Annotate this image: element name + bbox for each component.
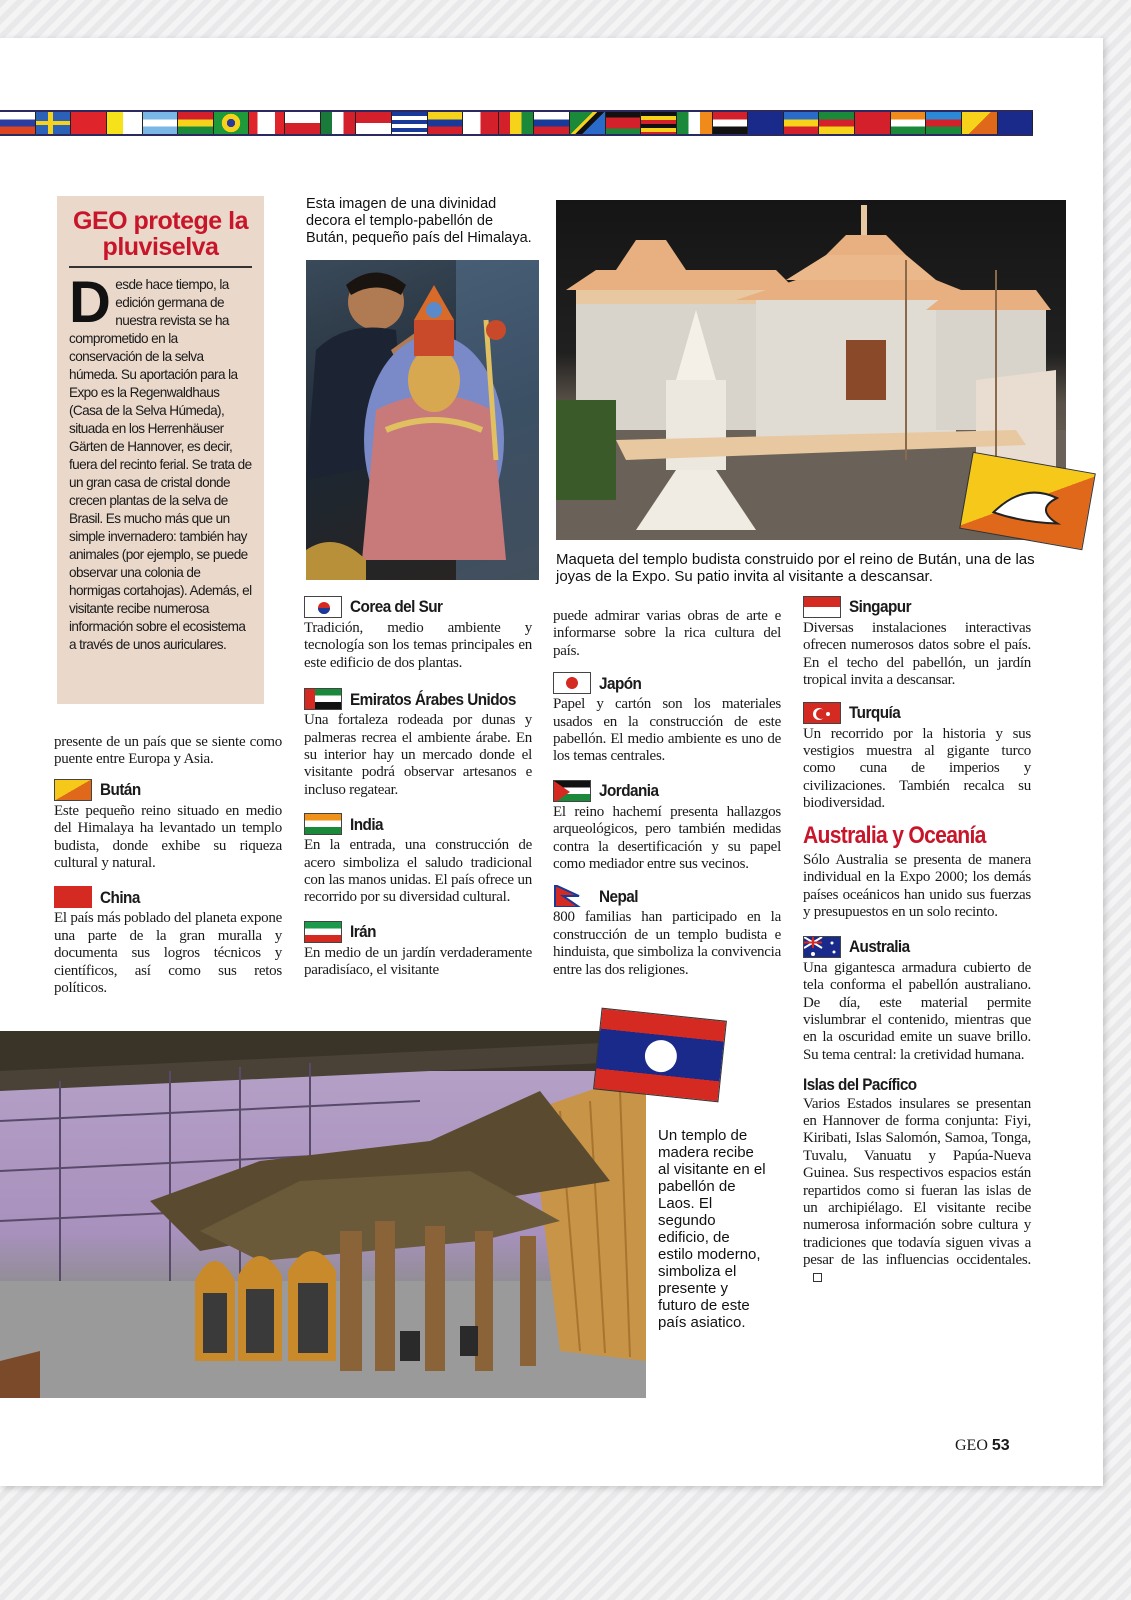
china-flag-icon (54, 886, 92, 908)
laos-flag-overlay (593, 1008, 727, 1103)
geo-rainforest-box (57, 196, 264, 704)
section-header-jordania: Jordania (553, 780, 781, 802)
laos-pavilion-render (0, 1031, 646, 1398)
geo-box-title: GEO protege la pluviselva (73, 207, 248, 261)
iran-flag-icon (304, 921, 342, 943)
section-header-japon: Japón (553, 672, 781, 694)
section-text-turquia: Un recorrido por la historia y sus vestigios muestra al gigante turco como cuna de imperios y civilizaciones. También recalca su biodiversidad. (803, 725, 1031, 812)
bhutan-flag-icon (54, 779, 92, 801)
column-1-intro: presente de un país que se siente como puente entre Europa y Asia. (54, 734, 282, 768)
section-header-singapur: Singapur (803, 596, 1031, 618)
australia-flag-icon (803, 936, 841, 958)
section-text-pacifico: Varios Estados insulares se presentan en Hannover de forma conjunta: Fiyi, Kiribati, Islas Salomón, Samoa, Tonga, Tuvalu, Vanuatu y Papúa-Nueva Guinea. Sus respectivos espacios están repartidos como si fueran las islas de un archipiélago. El visitante recibe numerosa información sobre cultura y tradiciones que todavía siguen vivas a pesar de las influencias occidentales. (803, 1096, 1031, 1287)
japan-flag-icon (553, 672, 591, 694)
section-text-butan: Este pequeño reino situado en medio del Himalaya ha levantado un templo budista, donde exhibe su riqueza cultural y natural. (54, 802, 282, 872)
turkey-flag-icon (803, 702, 841, 724)
section-header-australia: Australia (803, 936, 1031, 958)
nepal-flag-icon (553, 885, 591, 907)
section-header-butan: Bután (54, 779, 282, 801)
column-1 (54, 734, 282, 997)
flag-strip (0, 110, 1033, 136)
region-heading: Australia y Oceanía (803, 821, 986, 849)
region-intro: Sólo Australia se presenta de manera individual en la Expo 2000; los demás países oceánicos han unido sus fuerzas y presupuestos en un solo recinto. (803, 852, 1031, 921)
section-text-japon: Papel y cartón son los materiales usados en la construcción de este pabellón. El medio ambiente es uno de los temas centrales. (553, 696, 781, 765)
deity-photo (306, 260, 539, 580)
section-header-china: China (54, 886, 282, 908)
section-header-pacifico: Islas del Pacífico (803, 1075, 917, 1095)
section-text-china: El país más poblado del planeta expone una parte de la gran muralla y documenta sus logros técnicos y científicos, así como sus retos políticos. (54, 910, 282, 997)
column-3 (553, 608, 781, 979)
section-text-australia: Una gigantesca armadura cubierto de tela conforma el pabellón australiano. De día, este material permite vislumbrar el contenido, mientras que en la oscuridad emite un suave brillo. Su tema central: la cretividad humana. (803, 959, 1031, 1063)
column-4 (803, 596, 1031, 1287)
india-flag-icon (304, 813, 342, 835)
deity-caption: Esta imagen de una divinidad decora el templo-pabellón de Bután, pequeño país del Himalaya. (306, 196, 532, 246)
section-header-iran: Irán (304, 921, 532, 943)
section-header-corea: Corea del Sur (304, 596, 532, 618)
laos-caption: Un templo de madera recibe al visitante en el pabellón de Laos. El segundo edificio, de estilo moderno, simboliza el presente y futuro de este país asiatico. (658, 1127, 766, 1331)
section-text-emiratos: Una fortaleza rodeada por dunas y palmeras recrea el ambiente árabe. En su interior hay un mercado donde el visitante podrá observar artesanos e incluso regatear. (304, 712, 532, 798)
singapore-flag-icon (803, 596, 841, 618)
section-text-iran: En medio de un jardín verdaderamente paradisíaco, el visitante (304, 944, 532, 979)
section-text-india: En la entrada, una construcción de acero simboliza el saludo tradicional con las manos unidas. El país ofrece un recorrido por su diversidad cultural. (304, 837, 532, 906)
drop-cap: D (69, 270, 111, 335)
jordan-flag-icon (553, 780, 591, 802)
geo-box-rule (69, 266, 252, 268)
section-text-corea: Tradición, medio ambiente y tecnología son los temas principales en este edificio de dos plantas. (304, 620, 532, 671)
section-text-singapur: Diversas instalaciones interactivas ofrecen numerosos datos sobre el país. En el techo del pabellón, un jardín tropical invita a descansar. (803, 620, 1031, 689)
section-header-emiratos: Emiratos Árabes Unidos (304, 688, 532, 710)
temple-model-caption: Maqueta del templo budista construido por el reino de Bután, una de las joyas de la Expo. Su patio invita al visitante a descansar. (556, 551, 1035, 585)
column-3-intro: puede admirar varias obras de arte e informarse sobre la rica cultura del país. (553, 608, 781, 659)
geo-box-body: Desde hace tiempo, la edición germana de nuestra revista se ha comprometido en la conservación de la selva húmeda. Su aportación para la Expo es la Regenwaldhaus (Casa de la Selva Húmeda), situada en los Herrenhäuser Gärten de Hannover, es decir, fuera del recinto ferial. Se trata de un gran casa de cristal donde crecen plantas de la selva de Brasil. Es mucho más que un simple invernadero: también hay animales (por ejemplo, se puede observar una colonia de hormigas cortahojas). Además, el visitante recibe numerosa información sobre el ecosistema a través de unos auriculares. (69, 270, 252, 652)
section-text-nepal: 800 familias han participado en la construcción de un templo budista e hinduista, que simboliza la convivencia entre las dos religiones. (553, 909, 781, 978)
section-text-jordania: El reino hachemí presenta hallazgos arqueológicos, pero también medidas contra la desertificación y su papel como mediador entre sus vecinos. (553, 803, 781, 873)
section-header-turquia: Turquía (803, 702, 1031, 724)
south-korea-flag-icon (304, 596, 342, 618)
page-folio: GEO 53 (955, 1437, 1010, 1454)
column-2 (304, 596, 532, 980)
section-header-india: India (304, 813, 532, 835)
section-header-nepal: Nepal (553, 885, 781, 907)
uae-flag-icon (304, 688, 342, 710)
end-mark-icon (813, 1273, 822, 1282)
